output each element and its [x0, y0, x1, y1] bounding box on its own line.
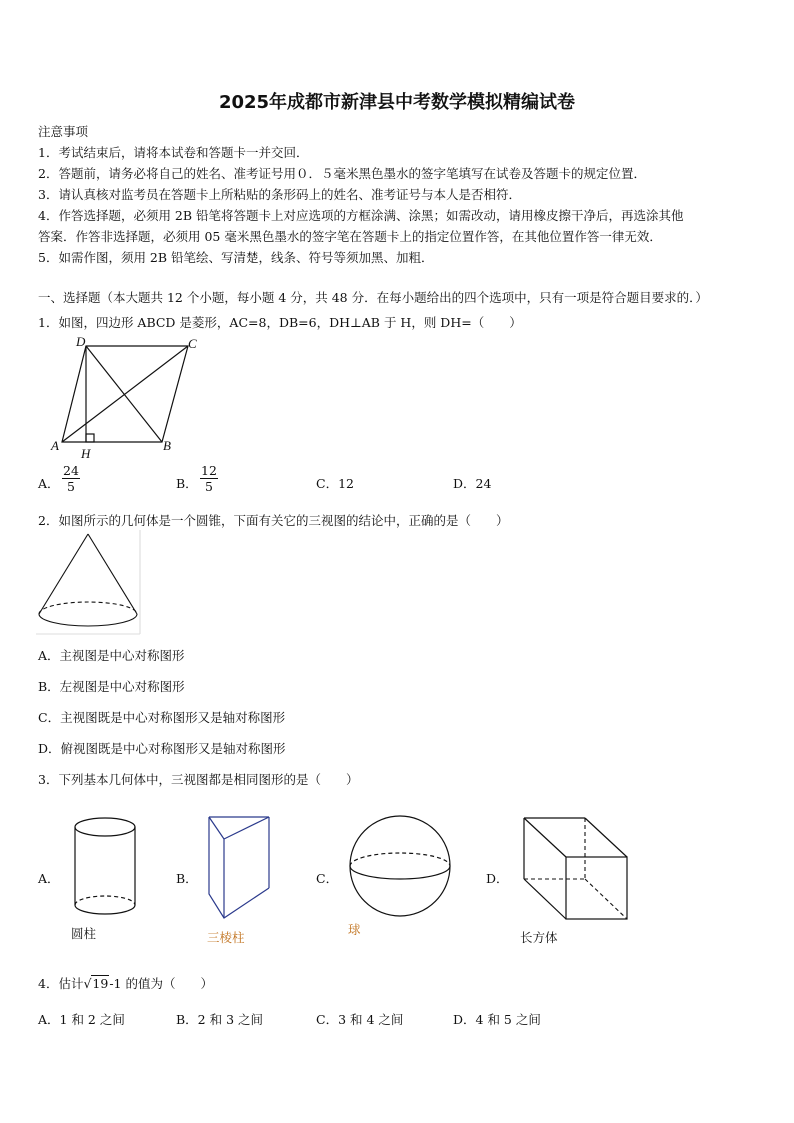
notice-item: 4．作答选择题，必须用 2B 铅笔将答题卡上对应选项的方框涂满、涂黑；如需改动，请用橡皮擦干净后，再选涂其他: [38, 208, 684, 223]
notice-heading: 注意事项: [38, 124, 89, 139]
q4-stem-pre: 4．估计: [38, 976, 84, 991]
cylinder-figure: [72, 815, 138, 919]
notice-item: 3．请认真核对监考员在答题卡上所粘贴的条形码上的姓名、准考证号与本人是否相符．: [38, 187, 521, 202]
q1-option-a-fraction: [62, 463, 80, 495]
rhombus-figure: [50, 334, 220, 463]
vertex-label-B: B: [163, 438, 171, 453]
q1-option-a-letter: A．: [38, 476, 60, 491]
section-heading: 一、选择题（本大题共 12 个小题，每小题 4 分，共 48 分．在每小题给出的四个选项中，只有一项是符合题目要求的．）: [38, 290, 708, 305]
vertex-label-A: A: [51, 438, 59, 453]
q3-caption-prism: 三棱柱: [207, 930, 245, 945]
q4-option: B．2 和 3 之间: [176, 1012, 264, 1027]
question-3-stem: 3．下列基本几何体中，三视图都是相同图形的是（ ）: [38, 772, 359, 787]
vertex-label-H: H: [81, 446, 91, 461]
vertex-label-D: D: [76, 334, 86, 349]
notice-item: 1．考试结束后，请将本试卷和答题卡一并交回．: [38, 145, 309, 160]
notice-item: 2．答题前，请务必将自己的姓名、准考证号用０．５毫米黑色墨水的签字笔填写在试卷及答题卡的规定位置．: [38, 166, 646, 181]
notice-item: 5．如需作图，须用 2B 铅笔绘、写清楚，线条、符号等须加黑、加粗．: [38, 250, 434, 265]
sqrt-radicand: 19: [92, 976, 109, 991]
page-title: 2025年成都市新津县中考数学模拟精编试卷: [218, 92, 576, 113]
q1-option-d: D．24: [453, 476, 492, 491]
q3-caption-cuboid: 长方体: [520, 930, 558, 945]
sphere-figure: [346, 814, 454, 918]
q1-option-c: C．12: [316, 476, 354, 491]
q2-option: D．俯视图既是中心对称图形又是轴对称图形: [38, 741, 286, 756]
fraction-numerator: 12: [201, 463, 217, 478]
q3-option-a-letter: A．: [38, 871, 60, 886]
q4-option: A．1 和 2 之间: [38, 1012, 125, 1027]
q4-option: C．3 和 4 之间: [316, 1012, 404, 1027]
vertex-label-C: C: [188, 336, 197, 351]
fraction-denominator: 5: [204, 479, 213, 494]
question-1-stem: 1．如图，四边形 ABCD 是菱形，AC=8，DB=6，DH⊥AB 于 H，则 DH=（ ）: [38, 315, 522, 330]
notice-item: 答案．作答非选择题，必须用 05 毫米黑色墨水的签字笔在答题卡上的指定位置作答，在其他位置作答一律无效．: [38, 229, 662, 244]
q4-stem-post: -1 的值为（ ）: [109, 976, 213, 991]
sqrt-symbol: √: [83, 976, 92, 991]
cone-figure: [36, 530, 142, 636]
fraction-numerator: 24: [63, 463, 79, 478]
triangular-prism-figure: [205, 814, 275, 924]
q2-option: A．主视图是中心对称图形: [38, 648, 185, 663]
q1-option-b-fraction: [200, 463, 218, 495]
question-2-stem: 2．如图所示的几何体是一个圆锥，下面有关它的三视图的结论中，正确的是（ ）: [38, 513, 509, 528]
q2-option: B．左视图是中心对称图形: [38, 679, 185, 694]
q4-option: D．4 和 5 之间: [453, 1012, 541, 1027]
cuboid-figure: [521, 815, 631, 923]
q3-option-c-letter: C．: [316, 871, 339, 886]
q1-option-b-letter: B．: [176, 476, 198, 491]
q3-option-d-letter: D．: [486, 871, 509, 886]
q3-option-b-letter: B．: [176, 871, 198, 886]
q2-option: C．主视图既是中心对称图形又是轴对称图形: [38, 710, 286, 725]
q3-caption-sphere: 球: [348, 922, 361, 937]
question-4-stem: [38, 974, 213, 992]
q3-caption-cylinder: 圆柱: [71, 926, 97, 941]
fraction-denominator: 5: [66, 479, 75, 494]
